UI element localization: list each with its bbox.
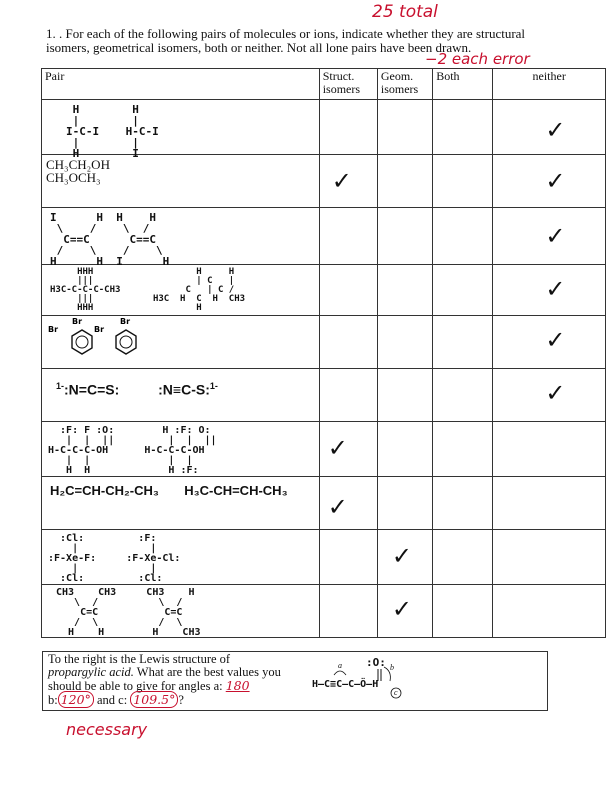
geom-cell xyxy=(377,208,432,265)
grader-necessary-note: necessary xyxy=(66,720,148,739)
lewis-top-oxygen: :O: xyxy=(366,656,386,669)
both-cell xyxy=(433,369,493,422)
struct-cell xyxy=(319,530,377,585)
pair-cell xyxy=(42,369,320,422)
check-mark: ✓ xyxy=(327,434,348,462)
pair-molecule: CH3 CH3 CH3 H \ / \ / C=C C=C / \ / \ H H H CH3 xyxy=(56,587,201,638)
struct-cell xyxy=(319,265,377,316)
footer-question-text xyxy=(48,653,318,707)
geom-cell xyxy=(377,585,432,638)
both-cell xyxy=(433,155,493,208)
geom-cell xyxy=(377,265,432,316)
geom-cell xyxy=(377,422,432,477)
struct-cell xyxy=(319,369,377,422)
header-geom: Geom. isomers xyxy=(377,69,432,100)
angle-label-a: a xyxy=(338,661,342,670)
check-mark: ✓ xyxy=(545,275,566,303)
both-cell xyxy=(433,477,493,530)
check-mark: ✓ xyxy=(331,167,352,195)
check-mark: ✓ xyxy=(545,326,566,354)
pair-molecule: H₂C=CH-CH₂-CH₃ H₃C-CH=CH-CH₃ xyxy=(50,483,288,498)
check-mark: ✓ xyxy=(545,167,566,195)
struct-cell xyxy=(319,316,377,369)
pair-cell xyxy=(42,208,320,268)
geom-cell xyxy=(377,477,432,530)
check-mark: ✓ xyxy=(327,493,348,521)
neither-cell xyxy=(493,369,606,422)
table-header-row xyxy=(42,69,606,100)
pair-molecule: H H | | I-C-I H-C-I | | H I xyxy=(66,103,159,160)
pair-molecule: HHH H H ||| | C | H3C-C-C-C-CH3 C | C / ||| H3C H C H CH3 HHH H xyxy=(50,267,246,313)
pair-molecule: $^{1-}$:N=C=S: :N≡C-S:$^{1-}$ xyxy=(56,381,218,398)
neither-cell xyxy=(493,208,606,265)
geom-cell xyxy=(377,100,432,155)
table-row xyxy=(42,100,606,155)
both-cell xyxy=(433,208,493,265)
answer-a: 180 xyxy=(225,678,250,693)
both-cell xyxy=(433,265,493,316)
pair-molecule: :F: F :O: H :F: O: | | || | | || H-C-C-C-OH H-C-C-C-OH | | | | H H H :F: xyxy=(48,425,217,476)
pair-cell xyxy=(42,530,320,585)
header-neither: neither xyxy=(493,69,606,100)
table-row xyxy=(42,208,606,265)
svg-text:Br: Br xyxy=(94,325,105,334)
footer-end: ? xyxy=(178,693,184,707)
table-row xyxy=(42,369,606,422)
neither-cell xyxy=(493,530,606,585)
struct-cell xyxy=(319,422,377,477)
geom-cell xyxy=(377,369,432,422)
footer-mid: and c: xyxy=(93,693,128,707)
neither-cell xyxy=(493,422,606,477)
pair-molecule: CH₃CH₂OH CH₃OCH₃ xyxy=(46,157,110,185)
table-row xyxy=(42,316,606,369)
pair-cell xyxy=(42,100,320,160)
neither-cell xyxy=(493,155,606,208)
svg-text:Br: Br xyxy=(48,325,59,334)
table-row xyxy=(42,155,606,208)
check-mark: ✓ xyxy=(545,116,566,144)
svg-text:Br: Br xyxy=(72,317,83,326)
table-row xyxy=(42,477,606,530)
neither-cell xyxy=(493,585,606,638)
geom-cell xyxy=(377,530,432,585)
pair-cell xyxy=(42,422,320,477)
header-struct: Struct. isomers xyxy=(319,69,377,100)
footer-line-3-text: should be able to give for angles a: xyxy=(48,679,223,693)
answer-b: 120° xyxy=(58,691,94,708)
both-cell xyxy=(433,316,493,369)
deduction-note: −2 each error xyxy=(425,50,530,68)
footer-line-2-rest: What are the best values you xyxy=(133,665,281,679)
both-cell xyxy=(433,422,493,477)
check-mark: ✓ xyxy=(391,595,412,623)
pair-cell xyxy=(42,316,320,369)
header-pair: Pair xyxy=(42,69,320,100)
svg-text:Br: Br xyxy=(120,317,131,326)
footer-line-2 xyxy=(48,666,318,679)
check-mark: ✓ xyxy=(545,222,566,250)
footer-line-1: To the right is the Lewis structure of xyxy=(48,652,231,666)
both-cell xyxy=(433,530,493,585)
geom-cell xyxy=(377,316,432,369)
footer-line-4 xyxy=(48,693,318,707)
header-both: Both xyxy=(433,69,493,100)
footer-acid-name: propargylic acid. xyxy=(48,665,134,679)
neither-cell xyxy=(493,100,606,155)
table-row xyxy=(42,265,606,316)
grader-total-note: 25 total xyxy=(372,2,438,22)
pair-cell xyxy=(42,585,320,638)
pair-cell xyxy=(42,265,320,316)
bromobenzene-pair-drawing xyxy=(46,318,156,366)
both-cell xyxy=(433,585,493,638)
pair-cell xyxy=(42,155,320,208)
table-row xyxy=(42,530,606,585)
struct-cell xyxy=(319,477,377,530)
check-mark: ✓ xyxy=(545,379,566,407)
neither-cell xyxy=(493,316,606,369)
neither-cell xyxy=(493,265,606,316)
angle-label-b: b xyxy=(390,663,394,672)
table-row xyxy=(42,585,606,638)
pair-molecule: :Cl: :F: | | :F-Xe-F: :F-Xe-Cl: | | :Cl: :Cl: xyxy=(48,533,181,584)
table-row xyxy=(42,422,606,477)
label-b: b: xyxy=(48,693,58,707)
both-cell xyxy=(433,100,493,155)
lewis-formula: H—C≡C—C—Ö—H xyxy=(312,679,379,690)
struct-cell xyxy=(319,100,377,155)
pair-cell xyxy=(42,477,320,530)
check-mark: ✓ xyxy=(391,542,412,570)
struct-cell xyxy=(319,208,377,265)
answer-c: 109.5° xyxy=(130,691,178,708)
neither-cell xyxy=(493,477,606,530)
question-text: 1. . For each of the following pairs of molecules or ions, indicate whether they are structural isomers, geometrical isomers, both or neither. Not all lone pairs have been drawn. xyxy=(46,26,526,55)
struct-cell xyxy=(319,155,377,208)
isomer-table xyxy=(41,68,606,638)
angle-label-c: c xyxy=(394,688,398,697)
pair-molecule: I H H H \ / \ / C==C C==C / \ / \ H H I H xyxy=(50,211,170,268)
struct-cell xyxy=(319,585,377,638)
geom-cell xyxy=(377,155,432,208)
